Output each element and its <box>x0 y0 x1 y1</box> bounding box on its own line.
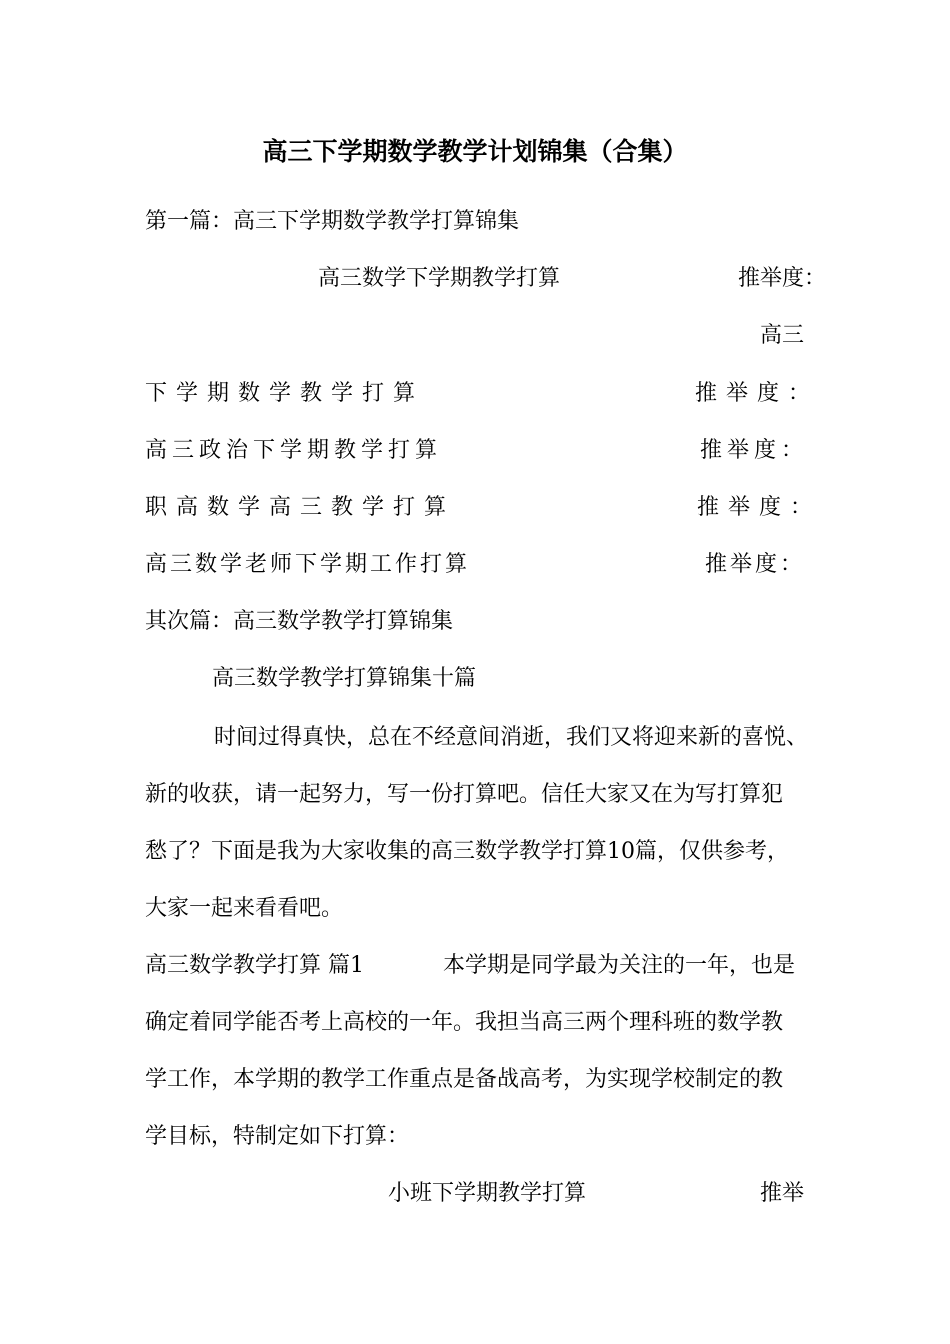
article-paragraph-line: 确定着同学能否考上高校的一年。我担当高三两个理科班的数学教 <box>145 1010 784 1035</box>
list-item-recommendation: 推举度： <box>705 552 806 577</box>
part2-subtitle: 高三数学教学打算锦集十篇 <box>212 666 477 691</box>
intro-paragraph-line: 时间过得真快，总在不经意间消逝，我们又将迎来新的喜悦、 <box>214 725 809 750</box>
list-item-label: 高三政治下学期教学打算 <box>145 438 443 463</box>
intro-paragraph-line: 大家一起来看看吧。 <box>145 896 344 921</box>
next-entry-title: 小班下学期教学打算 <box>388 1181 587 1206</box>
list-item-recommendation: 推举度： <box>700 438 809 463</box>
entry-continuation: 高三 <box>760 323 805 348</box>
part2-heading: 其次篇：高三数学教学打算锦集 <box>145 609 454 634</box>
part1-heading: 第一篇：高三下学期数学教学打算锦集 <box>145 209 520 234</box>
article-paragraph-line: 学目标，特制定如下打算： <box>145 1124 410 1149</box>
document-title: 高三下学期数学教学计划锦集（合集） <box>262 137 688 166</box>
list-item-recommendation: 推举度： <box>697 495 822 520</box>
article-paragraph-line: 本学期是同学最为关注的一年，也是 <box>443 953 796 978</box>
list-item-recommendation: 推举度： <box>695 381 820 406</box>
intro-paragraph-line: 愁了？下面是我为大家收集的高三数学教学打算10篇，仅供参考， <box>145 839 789 864</box>
article-paragraph-line: 学工作，本学期的教学工作重点是备战高考，为实现学校制定的教 <box>145 1067 784 1092</box>
article-label: 高三数学教学打算 篇1 <box>145 953 364 978</box>
list-item-label: 高三数学老师下学期工作打算 <box>145 552 471 577</box>
intro-paragraph-line: 新的收获，请一起努力，写一份打算吧。信任大家又在为写打算犯 <box>145 782 784 807</box>
entry-title: 高三数学下学期教学打算 <box>318 266 561 291</box>
entry-recommendation: 推举度： <box>738 266 827 291</box>
list-item-label: 职高数学高三教学打算 <box>145 495 456 520</box>
list-item-label: 下学期数学教学打算 <box>145 381 425 406</box>
next-entry-recommendation: 推举 <box>760 1181 805 1206</box>
